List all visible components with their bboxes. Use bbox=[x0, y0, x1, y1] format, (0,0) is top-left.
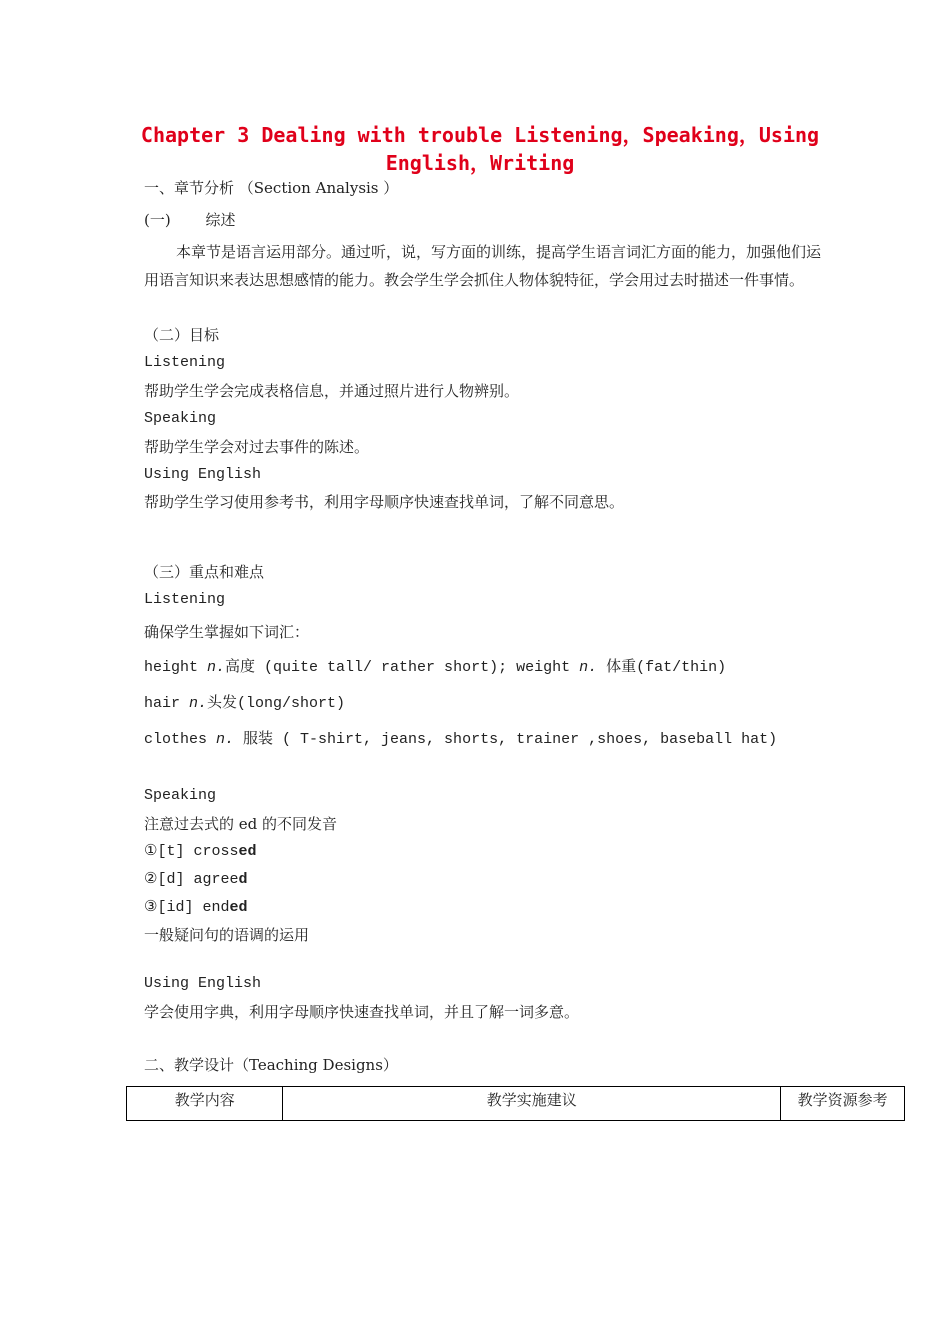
key-using-english-label: Using English bbox=[144, 975, 262, 992]
key-speaking-label: Speaking bbox=[144, 787, 217, 804]
vocab-clothes bbox=[144, 730, 777, 750]
section2-heading: 二、教学设计（Teaching Designs） bbox=[144, 1056, 398, 1074]
vocab-height-pos: n. bbox=[207, 659, 226, 676]
pron-item-t bbox=[144, 842, 256, 862]
vocab-hair-pos: n. bbox=[189, 695, 208, 712]
vocab-hair-rest: 头发(long/short) bbox=[207, 695, 346, 712]
goal-speaking-text: 帮助学生学会对过去事件的陈述。 bbox=[144, 438, 370, 456]
document-title-line1: Chapter 3 Dealing with trouble Listening，Speaking，Using bbox=[140, 123, 820, 147]
vocab-clothes-word: clothes bbox=[144, 731, 217, 748]
document-title-line2: English，Writing bbox=[385, 151, 575, 175]
vocab-weight-pos: n. bbox=[579, 659, 598, 676]
key-listening-label: Listening bbox=[144, 591, 226, 608]
pron-item-id-ending: ed bbox=[229, 899, 248, 916]
table-header-row bbox=[127, 1087, 905, 1121]
vocab-clothes-pos: n. bbox=[216, 731, 235, 748]
table-header-suggestions: 教学实施建议 bbox=[283, 1087, 781, 1121]
pron-item-t-text: ①[t] cross bbox=[144, 843, 239, 860]
vocab-height-word: height bbox=[144, 659, 208, 676]
goal-speaking-label: Speaking bbox=[144, 410, 217, 427]
pron-item-t-ending: ed bbox=[238, 843, 257, 860]
key-points-subheading: （三）重点和难点 bbox=[144, 563, 265, 581]
vocab-weight-rest: 体重(fat/thin) bbox=[597, 659, 727, 676]
pron-item-d-text: ②[d] agree bbox=[144, 871, 239, 888]
section1-heading: 一、章节分析 （Section Analysis ） bbox=[144, 179, 399, 197]
overview-text: 本章节是语言运用部分。通过听，说，写方面的训练，提高学生语言词汇方面的能力，加强他们运用语言知识来表达思想感情的能力。教会学生学会抓住人物体貌特征，学会用过去时描述一件事情。 bbox=[144, 243, 822, 289]
goal-using-english-label: Using English bbox=[144, 466, 262, 483]
teaching-design-table bbox=[126, 1086, 905, 1121]
goal-listening-label: Listening bbox=[144, 354, 226, 371]
goal-using-english-text: 帮助学生学习使用参考书，利用字母顺序快速查找单词，了解不同意思。 bbox=[144, 493, 625, 511]
vocab-height-rest: 高度 (quite tall/ rather short); weight bbox=[225, 659, 580, 676]
ed-pronunciation-note: 注意过去式的 ed 的不同发音 bbox=[144, 815, 338, 833]
vocab-height-weight bbox=[144, 658, 726, 678]
vocab-clothes-rest: 服装 ( T-shirt, jeans, shorts, trainer ,shoes, baseball hat) bbox=[234, 731, 778, 748]
pron-item-d bbox=[144, 870, 247, 890]
key-using-english-text: 学会使用字典，利用字母顺序快速查找单词，并且了解一词多意。 bbox=[144, 1003, 580, 1021]
goals-subheading: （二）目标 bbox=[144, 326, 220, 344]
overview-subheading: (一) 综述 bbox=[144, 211, 236, 229]
table-header-content: 教学内容 bbox=[127, 1087, 283, 1121]
vocab-hair-word: hair bbox=[144, 695, 190, 712]
overview-paragraph bbox=[144, 238, 834, 294]
vocab-intro: 确保学生掌握如下词汇： bbox=[144, 623, 310, 641]
table-header-resources: 教学资源参考 bbox=[781, 1087, 905, 1121]
pron-item-d-ending: d bbox=[238, 871, 248, 888]
pron-item-id bbox=[144, 898, 247, 918]
intonation-note: 一般疑问句的语调的运用 bbox=[144, 926, 310, 944]
goal-listening-text: 帮助学生学会完成表格信息，并通过照片进行人物辨别。 bbox=[144, 382, 520, 400]
vocab-hair bbox=[144, 694, 345, 714]
pron-item-id-text: ③[id] end bbox=[144, 899, 230, 916]
